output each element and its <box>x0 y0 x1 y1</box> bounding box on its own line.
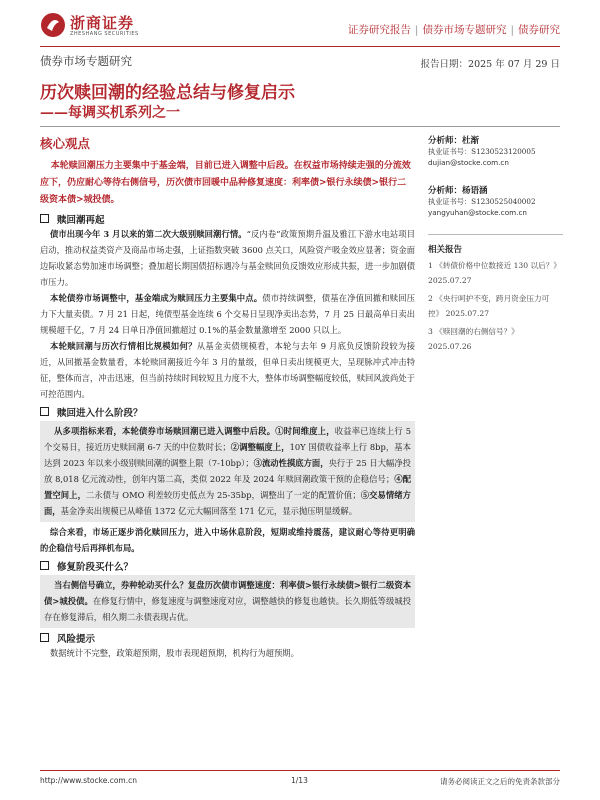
sidebar <box>428 134 563 354</box>
tag-bond-research: 债券研究 <box>518 24 560 36</box>
company-logo <box>40 12 170 42</box>
paragraph: 当右侧信号确立，券种轮动买什么？复盘历次债市调整速度：利率债>银行永续债>银行二级资本债>城投债。在修复行情中，修复速度与调整速度对应，调整越快的修复也越快。长久期低等级城投存在修复滞后，相久期二永债表现占优。 <box>44 580 412 622</box>
related-report-item[interactable]: 2 《央行呵护不变，跨月资金压力可控》 2025.07.27 <box>428 294 550 318</box>
report-subtitle: ——每调买机系列之一 <box>40 105 180 121</box>
section-heading-redemption-stage: 赎回进入什么阶段？ <box>40 404 415 419</box>
core-view-heading: 核心观点 <box>40 136 91 151</box>
paragraph: 从多项指标来看，本轮债券市场赎回潮已进入调整中后段。①时间维度上，收益率已连续上行 5 个交易日，接近历史赎回潮 6-7 天的中位数时长；②调整幅度上，10Y 国债收益率上行 8bp，基本达到 2023 年以来小级别赎回潮的调整上限（7-10bp）；③流动性摸底方面，央行于 25 日大幅净投放 8,018 亿元流动性，创年内第二高，类似 2022 年及 2024 年赎回潮政策干预的企稳信号；④配置空间上，二永债与 OMO 利差较历史低点为 25-35bp，调整出了一定的配置价值；⑤交易情绪方面，基金净卖出规模已从峰值 1372 亿元大幅回落至 171 亿元，显示抛压明显缓解。 <box>44 426 411 516</box>
report-date: 报告日期：2025 年 07 月 29 日 <box>420 59 560 70</box>
footer-website-link[interactable]: http://www.stocke.com.cn <box>40 776 137 785</box>
main-content <box>40 134 415 661</box>
analyst-card <box>428 184 563 218</box>
paragraph: 债市出现今年 3 月以来的第二次大级别赎回潮行情。“反内卷”政策预期升温及雅江下游水电站项目启动，推动权益类资产及商品市场走强，上证指数突破 3600 点关口，风险资产吸金效应显著；资金面边际收紧态势加速市场调整；叠加超长期国债招标遇冷与基金赎回负反馈效应形成共振，进一步加剧债市压力。 <box>40 229 415 287</box>
section-heading-risk: 风险提示 <box>40 630 415 645</box>
logo-name: 浙商证券 <box>70 14 135 32</box>
highlight-box <box>40 575 415 628</box>
tag-bond-market: 债券市场专题研究 <box>422 24 507 36</box>
report-title: 历次赎回潮的经验总结与修复启示 <box>40 83 295 103</box>
highlight-box <box>40 421 415 522</box>
checkbox-bullet-icon <box>40 407 49 416</box>
analyst-card <box>428 134 563 168</box>
analyst-name: 分析师：杜渐 <box>428 136 480 146</box>
paragraph: 数据统计不完整，政策超预期，股市表现超预期，机构行为超预期。 <box>49 648 299 658</box>
report-type: 债券市场专题研究 <box>40 54 132 68</box>
related-report-item[interactable]: 1 《转债价格中位数接近 130 以后？》 2025.07.27 <box>428 261 561 285</box>
footer-disclaimer: 请务必阅读正文之后的免责条款部分 <box>440 777 560 786</box>
related-reports-heading: 相关报告 <box>428 245 463 255</box>
logo-mark-icon <box>40 12 66 38</box>
paragraph: 本轮债券市场调整中，基金端成为赎回压力主要集中点。债市持续调整，债基在净值回撤和赎回压力下大量卖债。7 月 21 日起，纯债型基金连续 6 个交易日呈现净卖出态势，7 月 25 日最高单日卖出规模超千亿，7 月 24 日单日净值回撤超过 0.1%的基金数量激增至 2000 只以上。 <box>40 293 415 335</box>
title-divider <box>40 126 560 127</box>
page-number: 1/13 <box>291 776 308 785</box>
footer-divider <box>40 770 560 771</box>
checkbox-bullet-icon <box>40 633 49 642</box>
analyst-name: 分析师：杨语涵 <box>428 186 488 196</box>
analyst-email[interactable]: yangyuhan@stocke.com.cn <box>428 208 527 217</box>
header-divider <box>40 46 560 47</box>
related-report-item[interactable]: 3 《赎回潮的右侧信号？》 2025.07.26 <box>428 327 519 351</box>
paragraph: 综合来看，市场正逐步消化赎回压力，进入中场休息阶段，短期或维持震荡，建议耐心等待更明确的企稳信号后再择机布局。 <box>40 527 415 553</box>
analyst-email[interactable]: dujian@stocke.com.cn <box>428 158 509 167</box>
checkbox-bullet-icon <box>40 561 49 570</box>
core-view-lead: 本轮赎回潮压力主要集中于基金端，目前已进入调整中后段。在权益市场持续走强的分流效应下，仍应耐心等待右侧信号，历次债市回暖中品种修复速度：利率债>银行永续债>银行二级资本债>城投债。 <box>40 161 411 205</box>
paragraph: 本轮赎回潮与历次行情相比规模如何？从基金卖债规模看，本轮与去年 9 月底负反馈阶段较为接近，从回撤基金数量看，本轮赎回潮接近今年 3 月的量级，但单日卖出规模更大，呈现脉冲式冲击特征，整体而言，冲击迅速，但当前持续时间较短且力度不大，整体市场调整幅度较低，赎回风波尚处于可控范围内。 <box>40 341 415 399</box>
section-heading-repair-stage: 修复阶段买什么？ <box>40 558 415 573</box>
checkbox-bullet-icon <box>40 214 49 223</box>
tag-securities-research: 证券研究报告 <box>347 24 411 36</box>
analyst-cert: 执业证书号：S1230525040002 <box>428 197 536 206</box>
logo-name-en: ZHESHANG SECURITIES <box>70 31 139 37</box>
section-heading-redemption-wave: 赎回潮再起 <box>40 211 415 226</box>
page-header <box>40 10 560 44</box>
analyst-cert: 执业证书号：S1230523120005 <box>428 147 536 156</box>
sidebar-divider <box>428 234 563 235</box>
report-category-tags: 证券研究报告 | 债券市场专题研究 | 债券研究 <box>347 24 560 36</box>
